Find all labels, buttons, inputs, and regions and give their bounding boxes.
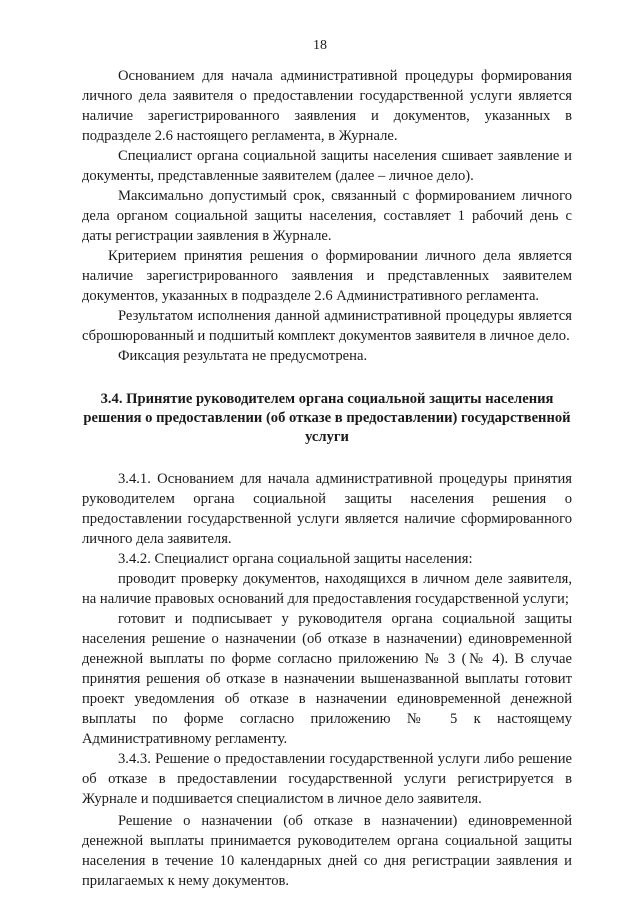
paragraph-document-check: проводит проверку документов, находящихся в личном деле заявителя, на наличие правовых оснований для предоставления государственной услуги; bbox=[82, 571, 572, 607]
paragraph-prepare-decision: готовит и подписывает у руководителя органа социальной защиты населения решение о назначении (об отказе в назначении) единовременной денежной выплаты по форме согласно приложению № 3 (№ 4). В случае принятия решения об отказе в назначении вышеназванной выплаты готовит проект уведомления об отказе в назначении единовременной денежной выплаты по форме согласно приложению № 5 к настоящему Административному регламенту. bbox=[82, 611, 572, 747]
page-number: 18 bbox=[313, 38, 327, 53]
paragraph-max-term: Максимально допустимый срок, связанный с формированием личного дела органом социальной защиты населения, составляет 1 рабочий день с даты регистрации заявления в Журнале. bbox=[82, 188, 572, 244]
paragraph-procedure-result: Результатом исполнения данной административной процедуры является сброшюрованный и подшитый комплект документов заявителя в личное дело. bbox=[82, 308, 572, 344]
section-heading: 3.4. Принятие руководителем органа социальной защиты населения решения о предоставлении (об отказе в предоставлении) государственной услуги bbox=[83, 391, 571, 445]
paragraph-formation-basis: Основанием для начала административной процедуры формирования личного дела заявителя о предоставлении государственной услуги является наличие зарегистрированного заявления и документов, указанных в подразделе 2.6 настоящего регламента, в Журнале. bbox=[82, 68, 572, 144]
paragraph-3-4-1: 3.4.1. Основанием для начала административной процедуры принятия руководителем органа социальной защиты населения решения о предоставлении государственной услуги является наличие сформированного личного дела заявителя. bbox=[82, 471, 572, 547]
document-body bbox=[82, 66, 572, 891]
paragraph-decision-term: Решение о назначении (об отказе в назначении) единовременной денежной выплаты принимается руководителем органа социальной защиты населения в течение 10 календарных дней со дня регистрации заявления и прилагаемых к нему документов. bbox=[82, 813, 572, 889]
paragraph-3-4-3: 3.4.3. Решение о предоставлении государственной услуги либо решение об отказе в предоставлении государственной услуги регистрируется в Журнале и подшивается специалистом в личное дело заявителя. bbox=[82, 751, 572, 807]
paragraph-decision-criterion: Критерием принятия решения о формировании личного дела является наличие зарегистрированного заявления и представленных заявителем документов, указанных в подразделе 2.6 Административного регламента. bbox=[82, 248, 572, 304]
paragraph-result-fixation: Фиксация результата не предусмотрена. bbox=[118, 348, 368, 364]
paragraph-specialist-binds: Специалист органа социальной защиты населения сшивает заявление и документы, представленные заявителем (далее – личное дело). bbox=[82, 148, 572, 184]
paragraph-3-4-2: 3.4.2. Специалист органа социальной защиты населения: bbox=[118, 551, 473, 567]
